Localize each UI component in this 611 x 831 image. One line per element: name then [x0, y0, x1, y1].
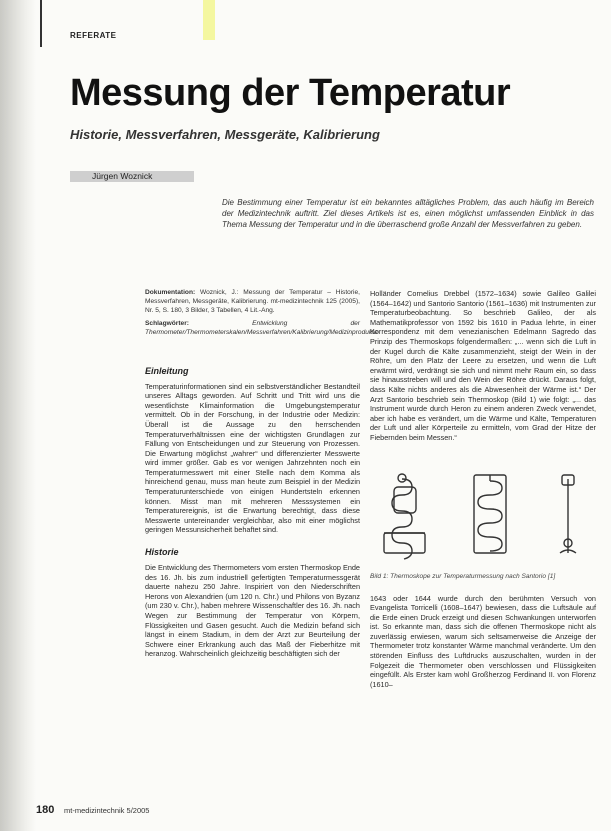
article-subtitle: Historie, Messverfahren, Messgeräte, Kalibrierung [70, 127, 380, 142]
keywords-text: Entwicklung der Thermometer/Thermometerskalen/Messverfahren/Kalibrierung/Medizinprodukte [145, 319, 378, 336]
keywords-label: Schlagwörter: [145, 319, 189, 327]
rubric-divider [40, 0, 42, 47]
highlighter-mark [203, 0, 215, 40]
thermoscope-frame-left [394, 487, 416, 513]
author-name: Jürgen Woznick [70, 171, 194, 182]
reference-block [145, 289, 360, 316]
section-rubric: REFERATE [70, 31, 117, 40]
thermoscope-illustration [370, 473, 596, 561]
page-number: 180 [36, 804, 55, 816]
body-text-before-figure: Holländer Cornelius Drebbel (1572–1634) sowie Galileo Galilei (1564–1642) und Santorio Santorio (1561–1636) mit Instrumenten zur Temperaturbeobachtung. So beschrieb Galileo, der als Mathematikprofessor von 1592 bis 1610 in Padua lehrte, in einer Korrespondenz mit dem venezianischen Edelmann Sagredo das Prinzip des Thermoskops folgendermaßen: „... wenn sich die Luft in der Kugel durch die Kälte zusammenzieht, steigt der Wein in der Röhre, um den Platz der Leere zu ersetzen, und wenn die Luft erwärmt wird, verdrängt sie sich und nimmt mehr Raum ein, so dass sie hinausstreben will und den Wein der Röhre drückt. Daraus folgt, dass Kälte nichts anderes als die Abwesenheit der Wärme ist.“ Der Arzt Santorio beschrieb sein Thermoskop (Bild 1) wie folgt: „... das Instrument wurde durch Heron zu einem anderen Zweck verwendet, aber ich habe es verändert, um die Wärme und Kälte, Temperaturen der Luft und aller Körperteile zu ermitteln, vom Grad der Hitze der Fiebernden beim Messen.“ [370, 289, 596, 442]
right-column [370, 289, 596, 689]
section-text-introduction: Temperaturinformationen sind ein selbstverständlicher Bestandteil unseres Alltags geworden. Auf Schritt und Tritt wird uns die wesentlichste Klimainformation die Umgebungstemperatur vermittelt. Ob in der Forschung, in der Industrie oder Medizin: Überall ist die Aussage zu den herrschenden Temperaturverhältnissen eine der wichtigsten Grundlagen zur Fällung von Entscheidungen und zur Steuerung von Prozessen. Die Erwartung möglichst „wahrer“ und differenzierter Messwerte wird immer größer. Gab es vor wenigen Jahrzehnten noch ein Temperaturmesswert mit einer Stelle nach dem Komma als hinreichend genau, muss man heute zum Beispiel in der Medizin Temperaturunterschiede von einigen Hundertsteln erkennen können. Misst man mit mehreren Messsystemen ein Temperaturereignis, ist die Erwartung berechtigt, dass diese Messwerte untereinander vergleichbar, also mit einer möglichst geringen Messunsicherheit behaftet sind. [145, 381, 360, 535]
article-title: Messung der Temperatur [70, 72, 511, 114]
thermoscope-figure [370, 473, 596, 561]
reference-text: Woznick, J.: Messung der Temperatur – Historie, Messverfahren, Messgeräte, Kalibrierung. mt-medizintechnik 125 (2005), Nr. 5, S. 180, 3 Bilder, 3 Tabellen, 4 Lit.-Ang. [145, 289, 360, 314]
coiled-tube-left [392, 479, 412, 559]
section-heading-introduction: Einleitung [145, 365, 189, 376]
figure-caption: Bild 1: Thermoskope zur Temperaturmessung nach Santorio [1] [370, 572, 556, 580]
abstract: Die Bestimmung einer Temperatur ist ein bekanntes alltägliches Problem, das auch häufig im Bereich der Medizintechnik auftritt. Ziel dieses Artikels ist es, einen möglichst umfassenden Einblick in das Thema Messung der Temperatur und in die überraschend große Anzahl der Messverfahren zu geben. [222, 198, 594, 229]
journal-name: mt-medizintechnik 5/2005 [64, 806, 150, 815]
left-column [145, 289, 378, 659]
body-text-after-figure: 1643 oder 1644 wurde durch den berühmten Versuch von Evangelista Torricelli (1608–1647) bewiesen, dass die Luftsäule auf die Erde einen Druck erzeigt und diesen Schwankungen unterworfen ist. So erkannte man, dass sich die offenen Thermoskope nicht als zuverlässig erwiesen, warum sich seltsamerweise die Anzeige der Thermometer trotz konstanter Wärme manchmal veränderte. Um den störenden Einfluss des Luftdrucks auszuschalten, wurden in der Folgezeit die Thermometer oben verschlossen und Flüssigkeiten eingefüllt. Als Erster kam wohl Großherzog Ferdinand II. von Florenz (1610– [370, 593, 596, 689]
scan-edge-shadow [0, 0, 36, 831]
coiled-tube-middle [478, 481, 502, 551]
keywords-block [145, 319, 378, 338]
reference-label: Dokumentation: [145, 289, 196, 296]
section-heading-history: Historie [145, 547, 179, 558]
section-text-history: Die Entwicklung des Thermometers vom ersten Thermoskop Ende des 16. Jh. bis zum industriell gefertigten Temperaturmessgerät dauerte nahezu 250 Jahre. Inspiriert von den Niederschriften Herons von Alexandrien (um 120 n. Chr.) und Philons von Byzanz (um 230 v. Chr.), haben mehrere Wissenschaftler des 16. Jh. nach Wegen zur Bestimmung der Temperatur von Körpern, Flüssigkeiten und Gasen gesucht. Auch die Medizin befand sich längst in einem Stadium, in dem der Arzt zur Beurteilung der Schwere einer Erkrankung auch das Maß der Fieberhitze mit heranzog. Wahrscheinlich gleichzeitig beschäftigten sich der [145, 563, 360, 659]
